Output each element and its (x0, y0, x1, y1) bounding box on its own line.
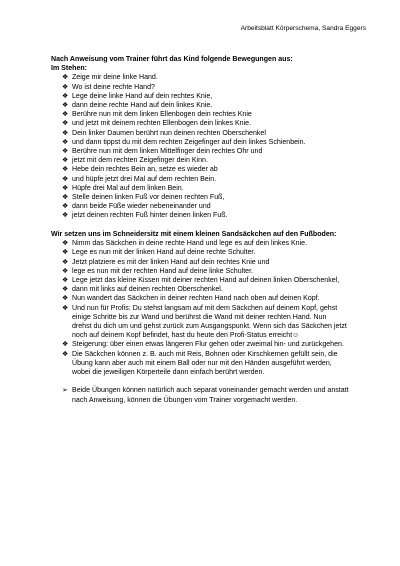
list-item (62, 184, 352, 193)
list-item (62, 129, 352, 138)
diamond-bullet-icon: ❖ (62, 166, 69, 174)
list-item-text: Hüpfe drei Mal auf dem linken Bein. (72, 184, 184, 192)
list-item-text: jetzt deinen rechten Fuß hinter deinen linken Fuß. (72, 212, 228, 220)
list-item (62, 119, 352, 128)
list-item (62, 258, 347, 267)
list-item (62, 267, 347, 276)
list-item-text: Berühre nun mit dem linken Mittelfinger dein rechtes Ohr und (72, 148, 263, 156)
list-item (62, 386, 354, 404)
list-item-text: Beide Übungen können natürlich auch separat voneinander gemacht werden und anstatt nach Anweisung, können die Übungen vom Trainer vorgemacht werden. (72, 387, 349, 404)
list-item (62, 175, 352, 184)
diamond-bullet-icon: ❖ (62, 92, 69, 100)
list-item (62, 147, 352, 156)
list-item (62, 138, 352, 147)
diamond-bullet-icon: ❖ (62, 83, 69, 91)
list-item-text: Stelle deinen linken Fuß vor deinen rechten Fuß, (72, 194, 225, 202)
diamond-bullet-icon: ❖ (62, 194, 69, 202)
list-item (62, 110, 352, 119)
diamond-bullet-icon: ❖ (62, 102, 69, 110)
list-item-text: Hebe dein rechtes Bein an, setze es wieder ab (72, 166, 218, 174)
list-item-text: und dann tippst du mit dem rechten Zeigefinger auf dein linkes Schienbein. (72, 138, 306, 146)
diamond-bullet-icon: ❖ (62, 286, 69, 294)
list-item-text: Und nun für Profis: Du stehst langsam auf mit dem Säckchen auf deinem Kopf, gehst einige Schritte bis zur Wand und berührst die Wand mit deiner rechten Hand. Nun drehst du dich um und gehst zurück zum Ausgangspunkt. Wenn sich das Säckchen jetzt noch auf deinem Kopf befindet, hast du heute den Profi-Status erreicht☺ (72, 304, 347, 340)
list-item-text: Lege es nun mit der linken Hand auf deine rechte Schulter. (72, 249, 256, 257)
diamond-bullet-icon: ❖ (62, 240, 69, 248)
list-item-text: dann mit links auf deinen rechten Oberschenkel. (72, 286, 223, 294)
diamond-bullet-icon: ❖ (62, 276, 69, 284)
section2-list (51, 239, 347, 377)
note-list (51, 386, 354, 404)
list-item (62, 304, 347, 341)
list-item-text: Nimm das Säckchen in deine rechte Hand und lege es auf dein linkes Knie. (72, 240, 308, 248)
list-item-text: lege es nun mit der rechten Hand auf deine linke Schulter. (72, 267, 253, 275)
diamond-bullet-icon: ❖ (62, 157, 69, 165)
list-item-text: Jetzt platziere es mit der linken Hand auf dein rechtes Knie und (72, 258, 270, 266)
diamond-bullet-icon: ❖ (62, 148, 69, 156)
list-item-text: und jetzt mit deinem rechten Ellenbogen dein linkes Knie. (72, 120, 252, 128)
list-item (62, 193, 352, 202)
arrow-bullet-icon: ➢ (62, 387, 68, 395)
section2-heading: Wir setzen uns im Schneidersitz mit einem kleinen Sandsäckchen auf den Fußboden: (51, 230, 337, 238)
document-header: Arbeitsblatt Körperschema, Sandra Eggers (240, 25, 366, 32)
list-item-text: Steigerung: über einen etwas längeren Flur gehen oder zweimal hin- und zurückgehen. (72, 341, 344, 349)
list-item-text: Lege jetzt das kleine Kissen mit deiner rechten Hand auf deinen linken Oberschenkel, (72, 276, 340, 284)
section1-heading: Nach Anweisung vom Trainer führt das Kind folgende Bewegungen aus: (51, 56, 293, 63)
list-item (62, 248, 347, 257)
diamond-bullet-icon: ❖ (62, 304, 69, 312)
list-item-text: Wo ist deine rechte Hand? (72, 83, 155, 91)
list-item (62, 156, 352, 165)
diamond-bullet-icon: ❖ (62, 138, 69, 146)
document-body (51, 55, 363, 405)
list-item (62, 83, 352, 92)
list-item (62, 73, 352, 82)
list-item-text: dann beide Füße wieder nebeneinander und (72, 203, 211, 211)
list-item (62, 165, 352, 174)
diamond-bullet-icon: ❖ (62, 175, 69, 183)
diamond-bullet-icon: ❖ (62, 249, 69, 257)
list-item-text: Die Säckchen können z. B. auch mit Reis, Bohnen oder Kirschkernen gefüllt sein, die Übung kann aber auch mit einem Ball oder nur mit den Händen ausgeführt werden, wobei die jeweiligen Körperteile dann einfach berührt werden. (72, 350, 338, 376)
diamond-bullet-icon: ❖ (62, 267, 69, 275)
diamond-bullet-icon: ❖ (62, 120, 69, 128)
list-item (62, 276, 347, 285)
list-item-text: Berühre nun mit dem linken Ellenbogen dein rechtes Knie (72, 111, 252, 119)
list-item (62, 211, 352, 220)
diamond-bullet-icon: ❖ (62, 212, 69, 220)
diamond-bullet-icon: ❖ (62, 203, 69, 211)
section1-list (51, 73, 352, 220)
diamond-bullet-icon: ❖ (62, 295, 69, 303)
list-item (62, 294, 347, 303)
list-item (62, 101, 352, 110)
list-item (62, 350, 347, 378)
diamond-bullet-icon: ❖ (62, 341, 69, 349)
list-item (62, 92, 352, 101)
list-item-text: jetzt mit dem rechten Zeigefinger dein Kinn. (72, 157, 208, 165)
list-item-text: Nun wandert das Säckchen in deiner rechten Hand nach oben auf deinen Kopf. (72, 295, 320, 303)
diamond-bullet-icon: ❖ (62, 258, 69, 266)
diamond-bullet-icon: ❖ (62, 350, 69, 358)
diamond-bullet-icon: ❖ (62, 184, 69, 192)
list-item-text: Dein linker Daumen berührt nun deinen rechten Oberschenkel (72, 129, 266, 137)
list-item (62, 202, 352, 211)
list-item (62, 239, 347, 248)
diamond-bullet-icon: ❖ (62, 129, 69, 137)
list-item-text: und hüpfe jetzt drei Mal auf dem rechten Bein. (72, 175, 217, 183)
list-item (62, 285, 347, 294)
list-item (62, 340, 347, 349)
section1-subheading: Im Stehen: (51, 65, 88, 73)
list-item-text: Zeige mir deine linke Hand. (72, 74, 158, 82)
diamond-bullet-icon: ❖ (62, 111, 69, 119)
list-item-text: Lege deine linke Hand auf dein rechtes Knie, (72, 92, 213, 100)
diamond-bullet-icon: ❖ (62, 74, 69, 82)
list-item-text: dann deine rechte Hand auf dein linkes Knie. (72, 102, 213, 110)
